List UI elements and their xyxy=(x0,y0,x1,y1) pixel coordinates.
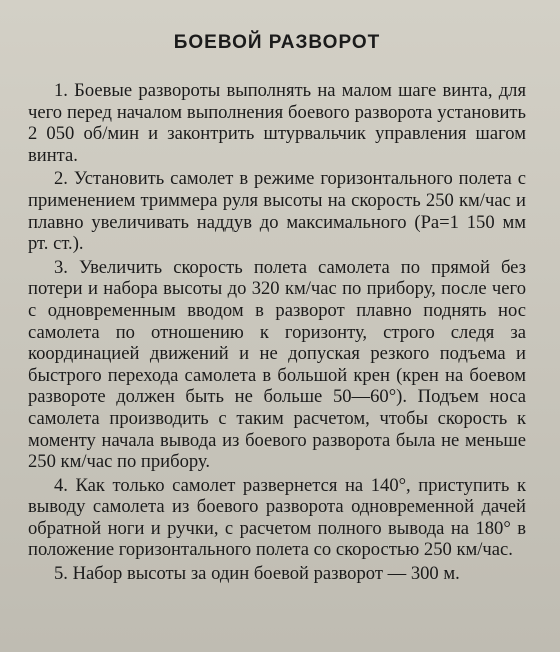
paragraph-4: 4. Как только самолет развернется на 140°, приступить к выводу самолета из боевого разворота одновременной дачей обратной ноги и ручки, с расчетом полного вывода на 180° в положение горизонтального полета со скоростью 250 км/час. xyxy=(28,474,526,561)
paragraph-5: 5. Набор высоты за один боевой разворот — 300 м. xyxy=(54,563,460,585)
page-title: БОЕВОЙ РАЗВОРОТ xyxy=(173,32,381,53)
paragraph-2: 2. Установить самолет в режиме горизонтального полета с применением триммера руля высоты на скорость 250 км/час и плавно увеличивать наддув до максимального (Pa=1 150 мм рт. ст.). xyxy=(28,168,526,255)
paragraph-1: 1. Боевые развороты выполнять на малом шаге винта, для чего перед началом выполнения боевого разворота установить 2 050 об/мин и законтрить штурвальчик управления шагом винта. xyxy=(28,80,526,166)
paragraph-3: 3. Увеличить скорость полета самолета по прямой без потери и набора высоты до 320 км/час по прибору, после чего с одновременным вводом в разворот плавно поднять нос самолета по отношению к горизонту, строго следя за координацией движений и не допуская резкого подъема и быстрого перехода самолета в большой крен (крен на боевом развороте должен быть не больше 50—60°). Подъем носа самолета производить с таким расчетом, чтобы скорость к моменту начала вывода из боевого разворота была не меньше 250 км/час по прибору. xyxy=(28,256,526,473)
